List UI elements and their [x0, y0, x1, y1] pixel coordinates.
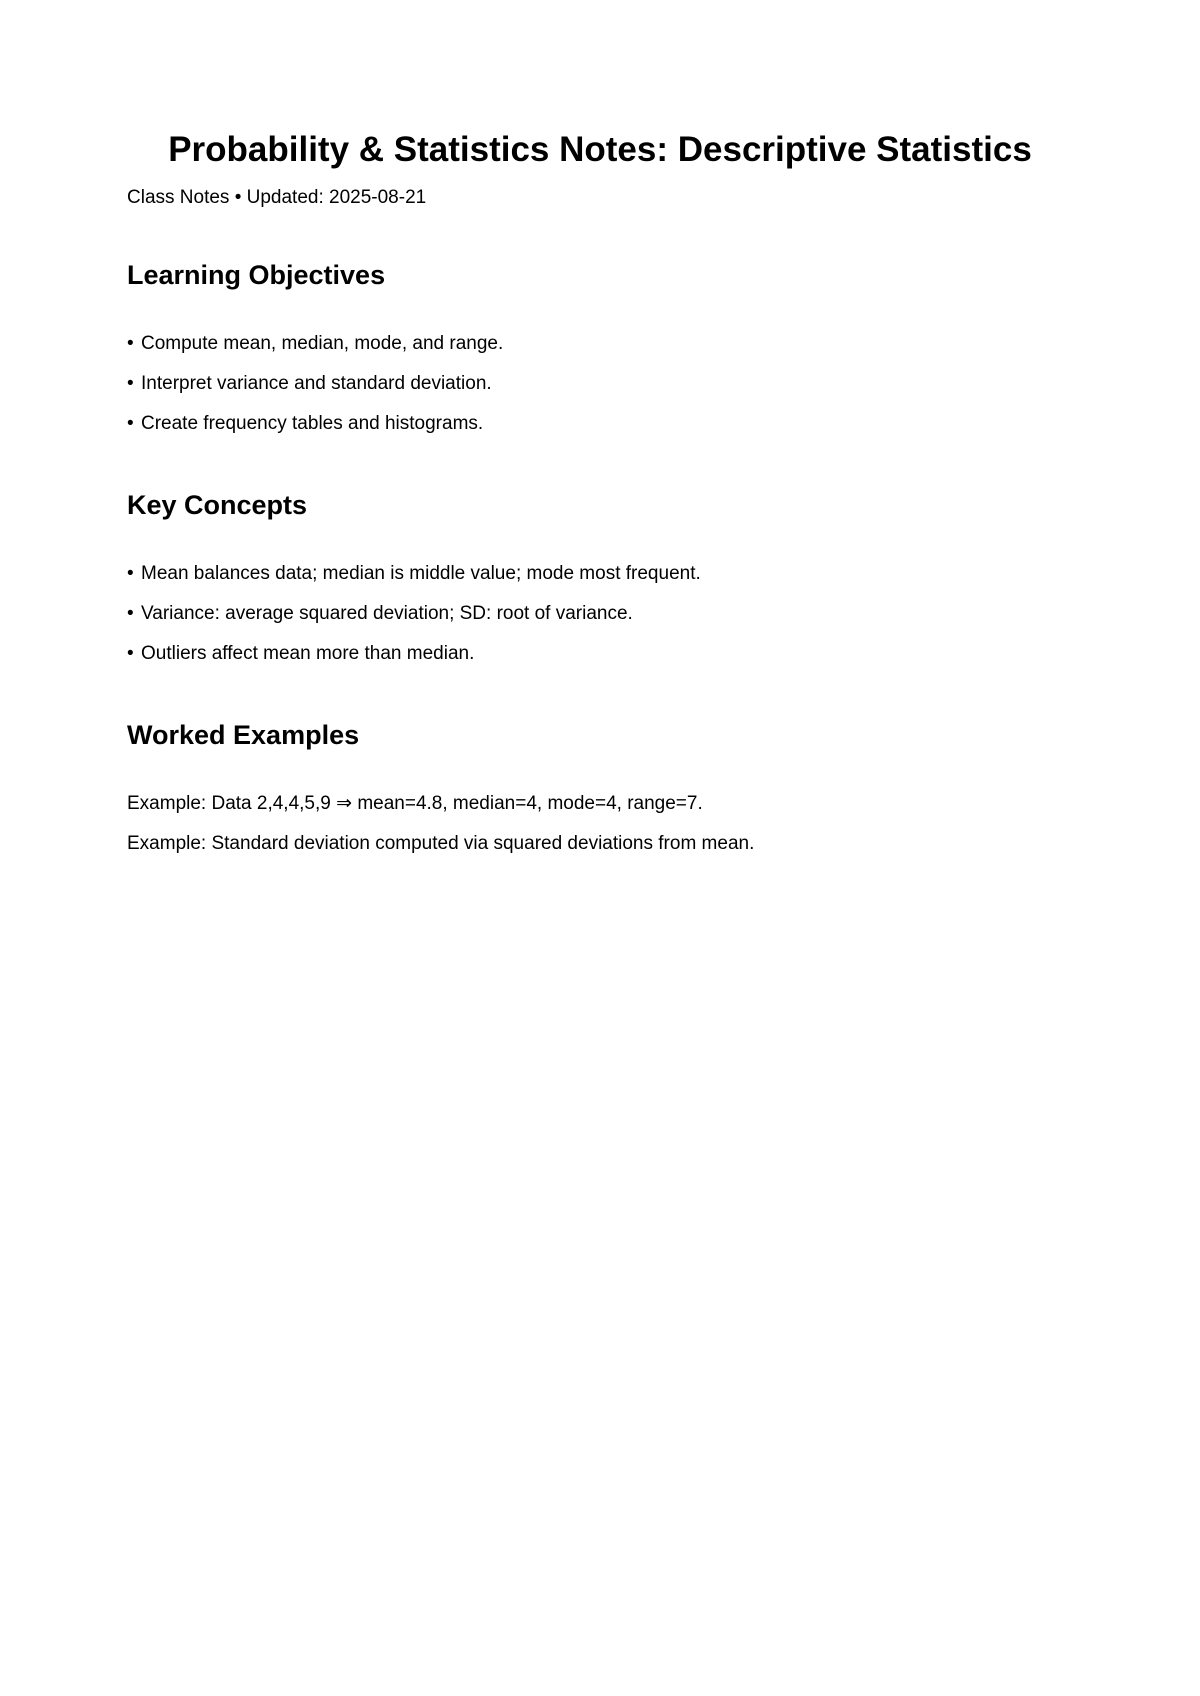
concept-item-text: Variance: average squared deviation; SD: root of variance. [141, 603, 633, 624]
document-meta: Class Notes • Updated: 2025-08-21 [127, 187, 427, 208]
bullet-marker: • [127, 603, 134, 624]
worked-example: Example: Data 2,4,4,5,9 ⇒ mean=4.8, median=4, mode=4, range=7. [127, 793, 703, 814]
section-heading-key-concepts: Key Concepts [127, 490, 308, 520]
bullet-marker: • [127, 643, 134, 664]
objective-item-text: Create frequency tables and histograms. [141, 413, 484, 434]
bullet-marker: • [127, 373, 134, 394]
concept-item [127, 642, 474, 666]
objective-item-text: Compute mean, median, mode, and range. [141, 333, 504, 354]
concept-item-text: Mean balances data; median is middle value; mode most frequent. [141, 563, 701, 584]
worked-example: Example: Standard deviation computed via squared deviations from mean. [127, 833, 755, 854]
section-heading-worked-examples: Worked Examples [127, 720, 360, 750]
objective-item [127, 412, 483, 436]
objective-item [127, 372, 492, 396]
objective-item-text: Interpret variance and standard deviation. [141, 373, 492, 394]
concept-item-text: Outliers affect mean more than median. [141, 643, 475, 664]
concept-item [127, 562, 701, 586]
section-heading-learning-objectives: Learning Objectives [127, 260, 386, 290]
concept-item [127, 602, 633, 626]
bullet-marker: • [127, 333, 134, 354]
bullet-marker: • [127, 413, 134, 434]
objective-item [127, 332, 503, 356]
bullet-marker: • [127, 563, 134, 584]
document-title: Probability & Statistics Notes: Descriptive Statistics [168, 130, 1032, 169]
